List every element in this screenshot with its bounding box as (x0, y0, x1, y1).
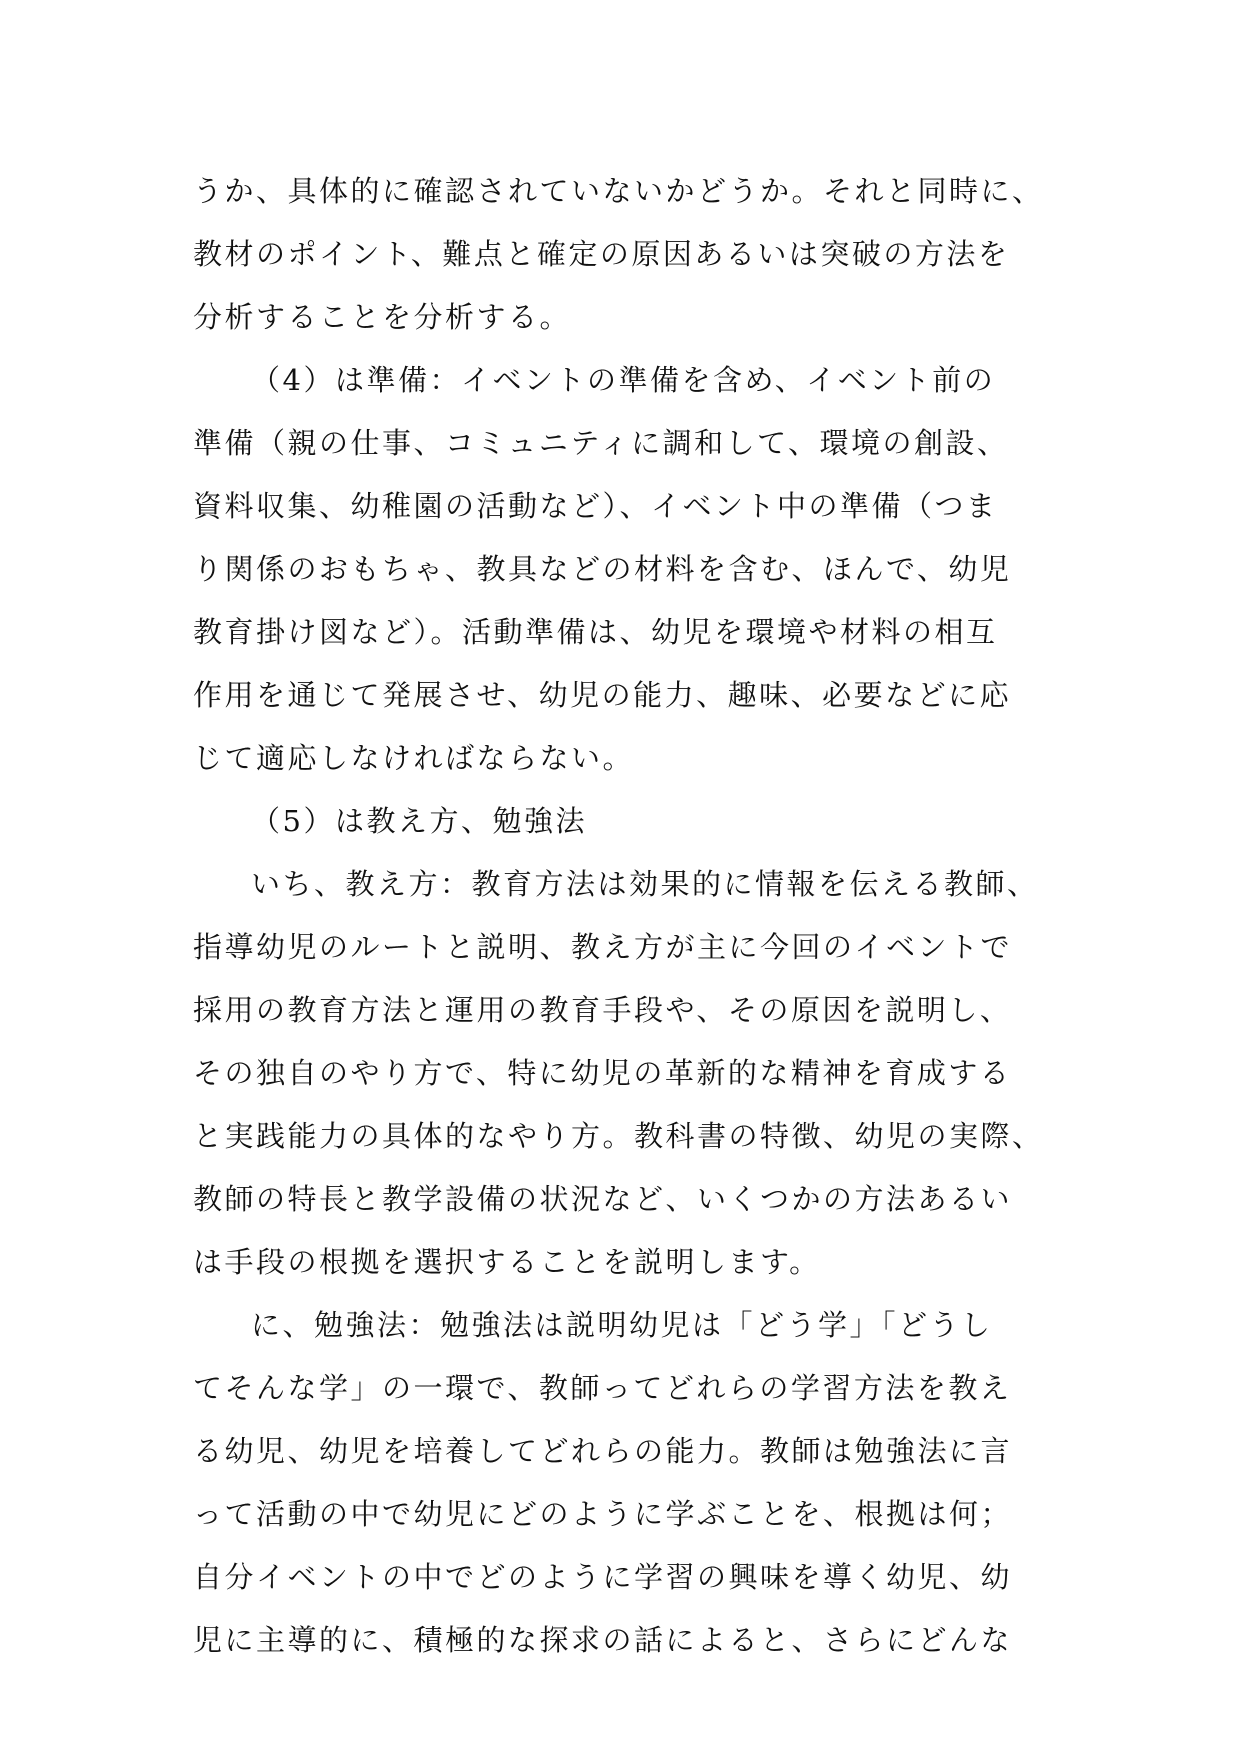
text-line-15: その独自のやり方で、特に幼児の革新的な精神を育成する (193, 1056, 1012, 1090)
text-line-2: 教材のポイント、難点と確定の原因あるいは突破の方法を (193, 237, 1010, 271)
text-line-16: と実践能力の具体的なやり方。教科書の特徴、幼児の実際、 (193, 1119, 1044, 1153)
text-line-8: 教育掛け図など）。活動準備は、幼児を環境や材料の相互 (193, 615, 998, 649)
text-line-6: 資料収集、幼稚園の活動など）、イベント中の準備（つま (193, 489, 998, 523)
text-line-22: って活動の中で幼児にどのように学ぶことを、根拠は何； (193, 1497, 1013, 1531)
text-line-7: り関係のおもちゃ、教具などの材料を含む、ほんで、幼児 (193, 552, 1012, 586)
text-line-12: いち、教え方：教育方法は効果的に情報を伝える教師、 (251, 867, 1039, 901)
text-line-21: る幼児、幼児を培養してどれらの能力。教師は勉強法に言 (193, 1434, 1013, 1468)
text-line-14: 採用の教育方法と運用の教育手段や、その原因を説明し、 (193, 993, 1012, 1027)
text-line-13: 指導幼児のルートと説明、教え方が主に今回のイベントで (193, 930, 1013, 964)
text-line-20: てそんな学」の一環で、教師ってどれらの学習方法を教え (193, 1371, 1012, 1405)
text-line-11: （5）は教え方、勉強法 (251, 804, 587, 838)
text-line-18: は手段の根拠を選択することを説明します。 (193, 1245, 821, 1279)
text-line-24: 児に主導的に、積極的な探求の話によると、さらにどんな (193, 1623, 1013, 1657)
text-line-9: 作用を通じて発展させ、幼児の能力、趣味、必要などに応 (193, 678, 1012, 712)
text-line-4: （4）は準備：イベントの準備を含め、イベント前の (251, 363, 996, 397)
text-line-1: うか、具体的に確認されていないかどうか。それと同時に、 (193, 174, 1044, 208)
text-line-17: 教師の特長と教学設備の状況など、いくつかの方法あるい (193, 1182, 1013, 1216)
text-line-5: 準備（親の仕事、コミュニティに調和して、環境の創設、 (193, 426, 1009, 460)
text-line-3: 分析することを分析する。 (193, 300, 572, 334)
text-line-23: 自分イベントの中でどのように学習の興味を導く幼児、幼 (193, 1560, 1013, 1594)
text-line-10: じて適応しなければならない。 (193, 741, 635, 775)
text-line-19: に、勉強法：勉強法は説明幼児は「どう学」「どうし (251, 1308, 993, 1342)
body-text (193, 160, 1073, 1672)
